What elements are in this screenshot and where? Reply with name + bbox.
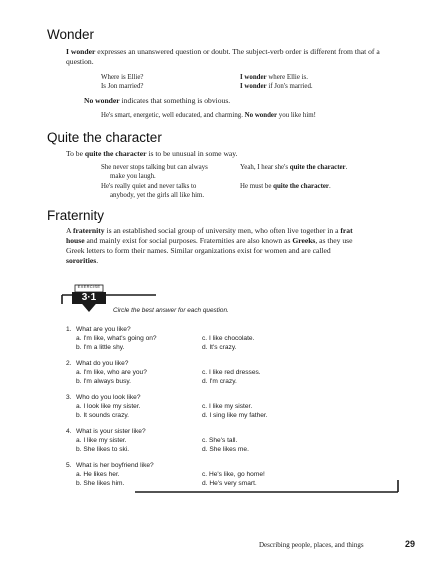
wonder-paragraph-2: No wonder indicates that something is obvious. — [84, 96, 231, 105]
quite-example-left-2b: anybody, yet the girls all like him. — [110, 192, 205, 199]
question-1-option-b[interactable]: b. I'm a little shy. — [76, 344, 125, 351]
fraternity-line-3: Greek letters to form their names. Similar organizations exist for women and are called — [66, 246, 331, 255]
question-5-option-b[interactable]: b. She likes him. — [76, 480, 125, 487]
exercise-number: 3·1 — [81, 292, 97, 303]
exercise-label: EXERCISE — [77, 284, 101, 289]
quite-example-left-1b: make you laugh. — [110, 173, 156, 180]
question-2: 2. What do you like? — [66, 360, 129, 367]
question-2-option-b[interactable]: b. I'm always busy. — [76, 378, 132, 385]
question-3: 3. Who do you look like? — [66, 394, 141, 401]
section-title-wonder: Wonder — [47, 27, 95, 42]
question-5-option-a[interactable]: a. He likes her. — [76, 471, 120, 478]
section-title-quite-the-character: Quite the character — [47, 130, 162, 145]
wonder-example-right-1: I wonder where Ellie is. — [240, 74, 308, 81]
question-3-option-d[interactable]: d. I sing like my father. — [202, 412, 268, 419]
question-4-option-a[interactable]: a. I like my sister. — [76, 437, 127, 444]
fraternity-line-4: sororities. — [66, 256, 99, 265]
question-2-option-a[interactable]: a. I'm like, who are you? — [76, 369, 147, 376]
question-2-option-c[interactable]: c. I like red dresses. — [202, 369, 261, 376]
question-3-option-b[interactable]: b. It sounds crazy. — [76, 412, 130, 419]
quite-paragraph: To be quite the character is to be unusual in some way. — [66, 149, 238, 158]
question-2-option-d[interactable]: d. I'm crazy. — [202, 378, 237, 385]
question-1-option-d[interactable]: d. It's crazy. — [202, 344, 237, 351]
section-title-fraternity: Fraternity — [47, 208, 105, 223]
wonder-example-right-2: I wonder if Jon's married. — [240, 83, 313, 90]
wonder-example-3: He's smart, energetic, well educated, and charming. No wonder you like him! — [101, 112, 316, 119]
page-number: 29 — [405, 539, 416, 549]
wonder-example-left-2: Is Jon married? — [101, 83, 144, 90]
fraternity-line-1: A fraternity is an established social group of university men, who often live together in a frat — [66, 226, 353, 235]
quite-example-right-2: He must be quite the character. — [240, 183, 331, 190]
wonder-example-left-1: Where is Ellie? — [101, 74, 144, 81]
question-4-option-b[interactable]: b. She likes to ski. — [76, 446, 130, 453]
question-4-option-d[interactable]: d. She likes me. — [202, 446, 249, 453]
question-4-option-c[interactable]: c. She's tall. — [202, 437, 238, 444]
question-4: 4. What is your sister like? — [66, 428, 146, 435]
quite-example-left-2a: He's really quiet and never talks to — [101, 183, 197, 190]
question-5: 5. What is her boyfriend like? — [66, 462, 154, 469]
question-1-option-a[interactable]: a. I'm like, what's going on? — [76, 335, 157, 342]
question-1: 1. What are you like? — [66, 326, 131, 333]
question-3-option-c[interactable]: c. I like my sister. — [202, 403, 253, 410]
question-5-option-d[interactable]: d. He's very smart. — [202, 480, 257, 487]
wonder-paragraph-1: I wonder expresses an unanswered question or doubt. The subject-verb order is different from that of a question. — [66, 47, 380, 66]
quite-example-right-1: Yeah, I hear she's quite the character. — [240, 164, 348, 171]
exercise-instruction: Circle the best answer for each question. — [113, 307, 229, 314]
question-1-option-c[interactable]: c. I like chocolate. — [202, 335, 255, 342]
question-3-option-a[interactable]: a. I look like my sister. — [76, 403, 141, 410]
question-5-option-c[interactable]: c. He's like, go home! — [202, 471, 265, 478]
fraternity-line-2: house and mainly exist for social purposes. Fraternities are also known as Greeks, as they use — [66, 236, 353, 245]
quite-example-left-1a: She never stops talking but can always — [101, 164, 208, 171]
footer-text: Describing people, places, and things — [259, 541, 364, 549]
